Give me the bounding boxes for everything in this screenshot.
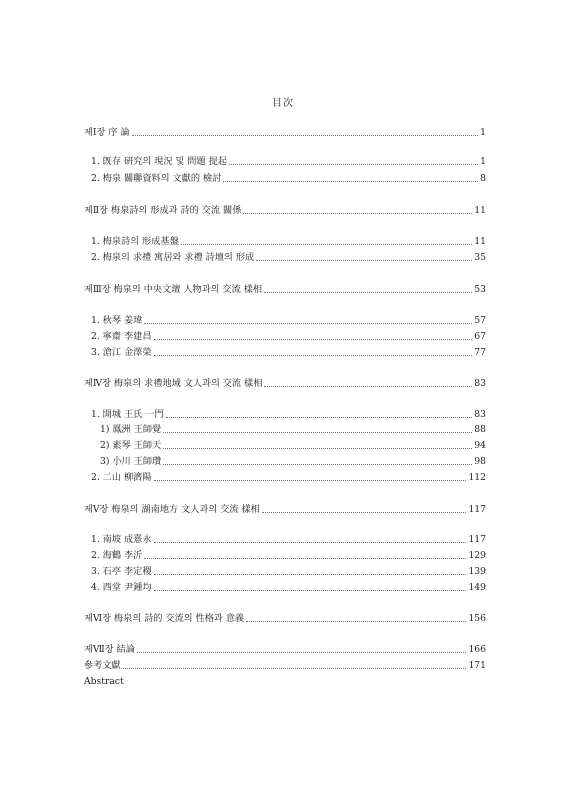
toc-entry-label: 제Ⅶ장 結論 [84, 644, 135, 655]
toc-entry-page: 53 [474, 284, 486, 295]
toc-entry-label: 제Ⅰ장 序 論 [84, 127, 130, 138]
dot-leader [154, 574, 467, 575]
dot-leader [246, 621, 466, 622]
toc-entry [84, 644, 486, 656]
toc-entry [91, 347, 486, 359]
toc-entry-label: 제Ⅱ장 梅泉詩의 形成과 詩的 交流 關係 [84, 205, 242, 216]
toc-entry-page: 117 [468, 504, 486, 515]
toc-entry-label: 제Ⅳ장 梅泉의 求禮地域 文人과의 交流 樣相 [84, 378, 263, 389]
toc-entry [100, 440, 486, 452]
toc-entry [84, 613, 486, 625]
toc-entry-page: 112 [468, 472, 486, 483]
dot-leader [181, 244, 473, 245]
dot-leader [223, 181, 478, 182]
toc-entry [84, 660, 486, 672]
toc-entry-label: 1. 秋琴 姜瑋 [91, 315, 143, 326]
dot-leader [154, 480, 467, 481]
dot-leader [144, 558, 466, 559]
toc-entry [91, 409, 486, 421]
toc-entry-label: 2. 寧齋 李建昌 [91, 331, 152, 342]
toc-entry-page: 1 [480, 127, 486, 138]
toc-entry-page: 94 [474, 440, 486, 451]
toc-entry [84, 676, 124, 688]
toc-entry-label: 3. 石亭 李定稷 [91, 566, 152, 577]
toc-entry-label: 3. 滄江 金澤榮 [91, 347, 152, 358]
toc-entry-label: 3) 小川 王師瓚 [100, 456, 162, 467]
dot-leader [229, 164, 478, 165]
toc-entry-page: 35 [474, 252, 486, 263]
toc-entry [91, 173, 486, 185]
toc-entry [91, 315, 486, 327]
toc-entry-page: 98 [474, 456, 486, 467]
dot-leader [154, 542, 467, 543]
dot-leader [154, 339, 473, 340]
toc-entry [91, 252, 486, 264]
toc-entry-page: 11 [474, 205, 486, 216]
toc-entry-page: 8 [480, 173, 486, 184]
dot-leader [163, 448, 472, 449]
toc-entry-label: Abstract [84, 676, 124, 687]
toc-entry-page: 139 [468, 566, 486, 577]
toc-entry-page: 156 [468, 613, 486, 624]
page-title: 目次 [272, 98, 294, 109]
toc-entry-page: 83 [474, 409, 486, 420]
toc-entry-page: 83 [474, 378, 486, 389]
toc-entry [91, 566, 486, 578]
toc-entry-label: 2. 梅泉의 求禮 寓居와 求禮 詩壇의 形成 [91, 252, 255, 263]
dot-leader [243, 213, 472, 214]
toc-entry-label: 1. 梅泉詩의 形成基盤 [91, 236, 179, 247]
toc-entry-label: 1) 鳳洲 王師覺 [100, 424, 162, 435]
toc-entry [100, 424, 486, 436]
toc-entry-label: 2) 素琴 王師天 [100, 440, 162, 451]
toc-entry [91, 236, 486, 248]
toc-entry-label: 1. 南坡 成憙永 [91, 534, 152, 545]
toc-entry [91, 156, 486, 168]
toc-entry-page: 57 [474, 315, 486, 326]
toc-entry-page: 77 [474, 347, 486, 358]
toc-entry [91, 582, 486, 594]
dot-leader [264, 386, 472, 387]
toc-entry [84, 284, 486, 296]
toc-entry-label: 2. 二山 柳濟陽 [91, 472, 152, 483]
toc-entry-label: 2. 梅泉 關聯資料의 文獻的 檢討 [91, 173, 222, 184]
toc-entry-page: 1 [480, 156, 486, 167]
toc-entry-page: 11 [474, 236, 486, 247]
toc-entry [91, 550, 486, 562]
dot-leader [163, 464, 472, 465]
toc-entry-label: 1. 開城 王氏 一門 [91, 409, 164, 420]
toc-entry [91, 331, 486, 343]
toc-entry-page: 166 [468, 644, 486, 655]
toc-entry-label: 제Ⅴ장 梅泉의 湖南地方 文人과의 交流 樣相 [84, 504, 260, 515]
toc-entry-page: 88 [474, 424, 486, 435]
toc-entry-label: 4. 西堂 尹鍾均 [91, 582, 152, 593]
toc-entry [100, 456, 486, 468]
toc-entry [84, 378, 486, 390]
toc-entry-page: 129 [468, 550, 486, 561]
dot-leader [137, 652, 467, 653]
toc-entry [91, 472, 486, 484]
dot-leader [264, 292, 472, 293]
dot-leader [166, 417, 473, 418]
toc-entry-label: 2. 海鶴 李沂 [91, 550, 143, 561]
dot-leader [123, 668, 467, 669]
toc-entry-label: 제Ⅲ장 梅泉의 中央文壇 人物과의 交流 樣相 [84, 284, 263, 295]
dot-leader [144, 323, 472, 324]
dot-leader [256, 260, 472, 261]
toc-entry-label: 제Ⅵ장 梅泉의 詩的 交流의 性格과 意義 [84, 613, 245, 624]
toc-entry-page: 171 [468, 660, 486, 671]
dot-leader [154, 590, 467, 591]
dot-leader [163, 432, 472, 433]
dot-leader [154, 355, 473, 356]
toc-entry-label: 參考文獻 [84, 660, 121, 671]
toc-entry-page: 117 [468, 534, 486, 545]
toc-entry [84, 504, 486, 516]
toc-entry [84, 127, 486, 139]
toc-entry-page: 67 [474, 331, 486, 342]
toc-entry-label: 1. 旣存 硏究의 現況 및 問題 提起 [91, 156, 227, 167]
dot-leader [262, 512, 467, 513]
toc-entry [91, 534, 486, 546]
toc-entry-page: 149 [468, 582, 486, 593]
toc-entry [84, 205, 486, 217]
dot-leader [132, 135, 479, 136]
